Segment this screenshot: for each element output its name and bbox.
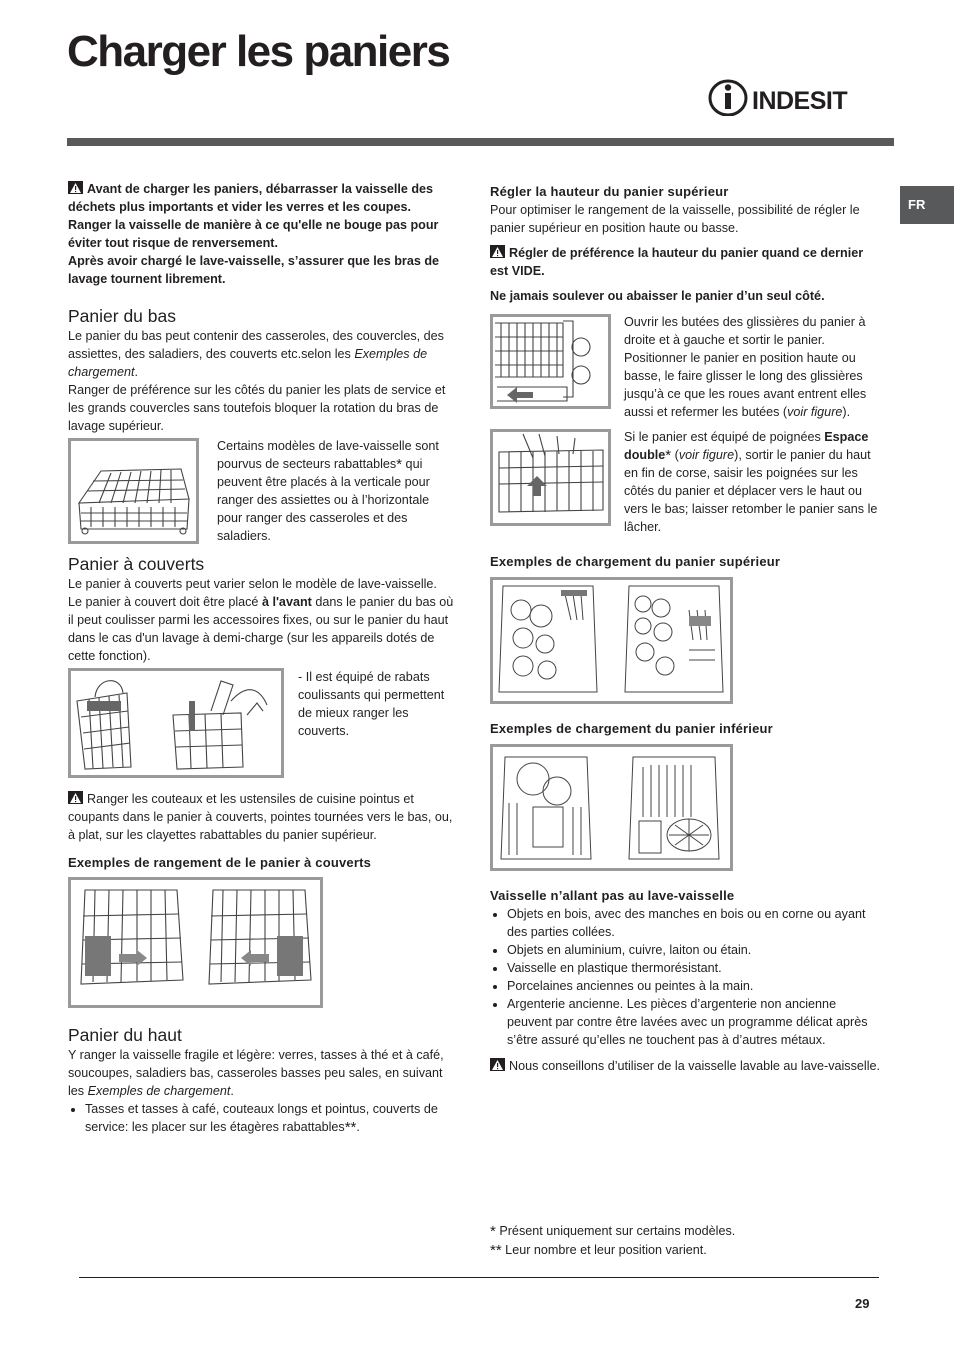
figure-cutlery-basket — [68, 668, 284, 778]
vaisselle-item: • Vaisselle en plastique thermorésistant. — [507, 959, 882, 977]
couverts-paragraph-3: - Il est équipé de rabats coulissants qui permettent de mieux ranger les couverts. — [298, 670, 445, 738]
warning-icon — [68, 791, 83, 804]
couverts-warning: Ranger les couteaux et les ustensiles de cuisine pointus et coupants dans le panier à couverts, pointes tournées vers le bas, ou, à plat, sur les clayettes rabattables du panier supérieur. — [68, 792, 453, 842]
brand-name: INDESIT — [752, 87, 848, 115]
figure-lower-basket — [68, 438, 199, 544]
section-title-couverts: Panier à couverts — [68, 554, 205, 574]
language-tab: FR — [900, 186, 954, 224]
section-title-bas: Panier du bas — [68, 306, 176, 326]
haut-list-item: • Tasses et tasses à café, couteaux longs et pointus, couverts de service: les placer sur les étagères rabattables**. — [85, 1100, 456, 1136]
section-title-haut: Panier du haut — [68, 1025, 182, 1045]
warning-icon — [68, 181, 83, 194]
vaisselle-item: • Argenterie ancienne. Les pièces d’argenterie non ancienne peuvent par contre être lavées avec un programme délicat après s’être assuré qu’elles ne touchent pas à d’autres métaux. — [507, 995, 882, 1049]
bas-paragraph-2: Ranger de préférence sur les côtés du panier les plats de service et les grands couvercles sans toutefois bloquer la rotation du bras de lavage supérieur. — [68, 383, 446, 433]
page-number: 29 — [855, 1296, 870, 1311]
intro-text-2: Ranger la vaisselle de manière à ce qu'elle ne bouge pas pour éviter tout risque de renversement. — [68, 218, 439, 250]
reglage-paragraph-1: Pour optimiser le rangement de la vaisselle, possibilité de régler le panier supérieur en position haute ou basse. — [490, 203, 860, 235]
reglage-never-text: Ne jamais soulever ou abaisser le panier d’un seul côté. — [490, 289, 825, 303]
vaisselle-item: • Objets en bois, avec des manches en bois ou en corne ou ayant des parties collées. — [507, 905, 882, 941]
warning-icon — [490, 245, 505, 258]
intro-text-1: Avant de charger les paniers, débarrasser la vaisselle des déchets plus importants et vider les verres et les coupes. — [68, 182, 434, 214]
couverts-examples-title: Exemples de rangement de le panier à couverts — [68, 855, 372, 870]
figure-lower-load-examples — [490, 744, 733, 871]
reglage-paragraph-2: Ouvrir les butées des glissières du panier à droite et à gauche et sortir le panier. Positionner le panier en position haute ou basse, le faire glisser le long des glissières jusqu’à ce que les roues avant entrent elles aussi et refermer les butées (voir figure). — [624, 315, 867, 419]
haut-paragraph-1: Y ranger la vaisselle fragile et légère: verres, tasses à thé et à café, soucoupes, saladiers bas, casseroles basses peu sales, en suivant les Exemples de chargement. — [68, 1048, 444, 1098]
bas-paragraph-1: Le panier du bas peut contenir des casseroles, des couvercles, des assiettes, des saladiers, des couverts etc.selon les Exemples de chargement. — [68, 329, 444, 379]
warning-icon — [490, 1058, 505, 1071]
figure-double-space-handles — [490, 429, 611, 526]
header-bar — [67, 138, 894, 146]
couverts-paragraph-2: Le panier à couvert doit être placé à l'avant dans le panier du bas où il peut coulisser parmi les accessoires fixes, ou sur le panier du haut dans le cas d'un lavage à demi-charge (sur les appareils dotés de cette fonction). — [68, 595, 454, 663]
vaisselle-item: • Objets en aluminium, cuivre, laiton ou étain. — [507, 941, 882, 959]
reglage-paragraph-3: Si le panier est équipé de poignées Espace double* (voir figure), sortir le panier du haut en fin de corse, saisir les poignées sur les côtés du panier et déplacer vers le haut ou vers le bas; laisser retomber le panier sans le lâcher. — [624, 430, 878, 534]
left-column — [68, 180, 456, 1136]
reglage-title: Régler la hauteur du panier supérieur — [490, 184, 729, 199]
intro-warning — [68, 180, 456, 216]
footnote-1: * Présent uniquement sur certains modèles. — [490, 1223, 736, 1240]
couverts-paragraph-1: Le panier à couverts peut varier selon le modèle de lave-vaisselle. — [68, 577, 437, 591]
page-title: Charger les paniers — [67, 27, 450, 76]
vaisselle-item: • Porcelaines anciennes ou peintes à la main. — [507, 977, 882, 995]
right-column — [490, 183, 882, 1075]
upper-examples-title: Exemples de chargement du panier supérieur — [490, 554, 781, 569]
figure-upper-load-examples — [490, 577, 733, 704]
footnote-2: ** Leur nombre et leur position varient. — [490, 1242, 707, 1259]
footnotes — [490, 1222, 890, 1260]
brand-logo — [708, 78, 858, 116]
figure-cutlery-examples — [68, 877, 323, 1008]
reglage-warning: Régler de préférence la hauteur du panier quand ce dernier est VIDE. — [490, 246, 864, 278]
bottom-rule — [79, 1277, 879, 1278]
vaisselle-warning: Nous conseillons d’utiliser de la vaisselle lavable au lave-vaisselle. — [490, 1057, 882, 1075]
bas-paragraph-3: Certains modèles de lave-vaisselle sont pourvus de secteurs rabattables* qui peuvent être placés à la verticale pour ranger des assiettes ou à l’horizontale pour ranger des casseroles et des saladiers. — [217, 439, 439, 543]
figure-basket-rails — [490, 314, 611, 409]
vaisselle-title: Vaisselle n’allant pas au lave-vaisselle — [490, 888, 735, 903]
intro-text-3: Après avoir chargé le lave-vaisselle, s’assurer que les bras de lavage tournent librement. — [68, 254, 440, 286]
lower-examples-title: Exemples de chargement du panier inférieur — [490, 721, 773, 736]
